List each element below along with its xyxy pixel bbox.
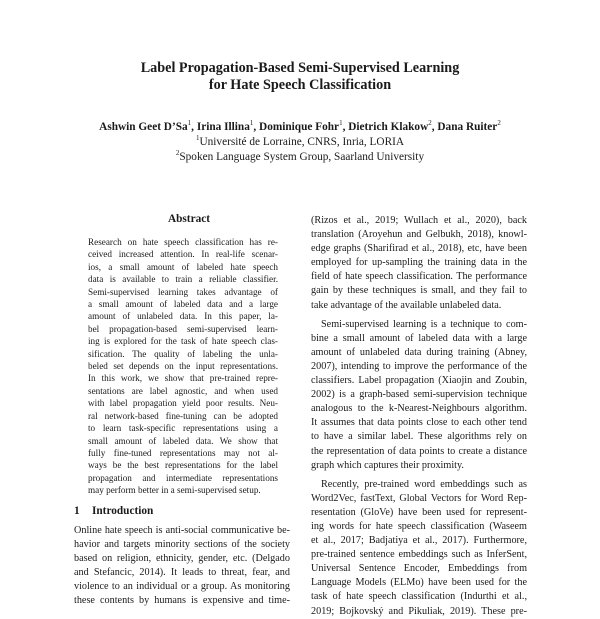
affiliation-1-number: 1: [195, 134, 200, 143]
text-line: (Rizos et al., 2019; Wullach et al., 2020), back: [311, 215, 527, 226]
text-line: 2007), intending to improve the performance of the: [311, 360, 527, 372]
text-line: bel propagation-based semi-supervised learn-: [88, 323, 278, 334]
paper-title: [0, 60, 600, 94]
text-line: havior and targets minority sections of the society: [74, 538, 290, 550]
text-line: gain by these techniques is small, and they fail to: [311, 285, 527, 297]
text-line: ios, a small amount of labeled hate speech: [88, 261, 278, 272]
author-separator: ,: [191, 121, 197, 133]
text-line: ing words for hate speech classification (Waseem: [311, 520, 527, 532]
author-affiliation-mark: 2: [428, 119, 432, 128]
paragraph-1: [311, 214, 527, 313]
text-line: beled set depends on the input representations.: [88, 361, 278, 372]
text-line: Universal Sentence Encoder, Embeddings from: [311, 563, 527, 575]
text-line: the representation of data points to create a distance: [311, 445, 527, 457]
text-line: take advantage of the available unlabeled data.: [311, 299, 502, 311]
affiliation-2: [0, 150, 600, 165]
text-line: violence to an individual or a group. As monitoring: [74, 580, 290, 592]
author-block: [0, 120, 600, 165]
text-line: small amount of labeled data. We show that: [88, 435, 278, 446]
author-separator: ,: [342, 121, 349, 133]
text-line: Research on hate speech classification has re-: [88, 237, 278, 247]
text-line: ceived increased attention. In real-life scenar-: [88, 249, 278, 260]
section-heading-introduction: [74, 504, 290, 518]
author-name: Irina Illina: [196, 121, 250, 133]
affiliation-1: [0, 135, 600, 150]
author-separator: ,: [431, 121, 438, 133]
author-name: Ashwin Geet D’Sa: [99, 121, 188, 133]
text-line: with label propagation yield poor results. Neu-: [88, 398, 278, 409]
text-line: propagation and intermediate representations: [88, 472, 278, 483]
text-line: a small amount of labeled data and a large: [88, 299, 278, 310]
text-line: Semi-supervised learning is a technique to com-: [321, 318, 527, 330]
author-name: Dietrich Klakow: [348, 121, 429, 133]
affiliation-2-text: Spoken Language System Group, Saarland University: [179, 151, 425, 163]
text-line: pre-trained sentence embeddings such as InferSent,: [311, 549, 527, 561]
text-line: to learn task-specific representations using a: [88, 423, 278, 434]
text-line: graph which captures their proximity.: [311, 459, 464, 471]
text-line: ways be the best representations for the label: [88, 460, 278, 471]
section-number: 1: [74, 504, 80, 517]
paragraph-2: [311, 318, 527, 473]
text-line: based on religion, ethnicity, gender, etc. (Delgado: [74, 552, 290, 564]
left-column: [74, 212, 290, 608]
text-line: employed for up-sampling the training data in the: [311, 257, 527, 269]
text-line: 2002) is a graph-based semi-supervision technique: [311, 389, 527, 401]
introduction-text: [74, 524, 290, 609]
text-line: ing is explored for the task of hate speech clas-: [88, 336, 278, 347]
title-line-2: for Hate Speech Classification: [208, 77, 392, 93]
text-line: fully fine-tuned representations may not al-: [88, 447, 278, 458]
text-line: bine a small amount of labeled data with a large: [311, 332, 527, 344]
text-line: et al., 2017; Badjatiya et al., 2017). Furthermore,: [311, 535, 527, 547]
paragraph-3: [311, 478, 527, 619]
text-line: may perform better in a semi-supervised setup.: [88, 485, 261, 496]
text-line: these contents by humans is expensive and time-: [74, 595, 290, 606]
text-line: Semi-supervised learning takes advantage of: [88, 286, 278, 297]
text-line: classifiers. Label propagation (Xiaojin and Zoubin,: [311, 375, 527, 387]
text-line: In this work, we show that pre-trained repre-: [88, 373, 278, 384]
abstract-heading: Abstract: [167, 213, 211, 225]
text-line: and Stefancic, 2014). It leads to threat, fear, and: [74, 566, 290, 578]
title-line-1: Label Propagation-Based Semi-Supervised Learning: [140, 60, 460, 76]
author-affiliation-mark: 2: [497, 119, 501, 128]
author-affiliation-mark: 1: [339, 119, 343, 128]
text-line: sification. The quality of labeling the unla-: [88, 348, 278, 359]
text-line: It assumes that data points close to each other tend: [311, 417, 527, 429]
affiliation-1-text: Université de Lorraine, CNRS, Inria, LORIA: [199, 136, 405, 148]
text-line: field of hate speech classification. The performance: [311, 271, 527, 283]
text-line: Language Models (ELMo) have been used for the: [311, 577, 527, 589]
text-line: Word2Vec, fastText, Global Vectors for Word Rep-: [311, 492, 527, 504]
author-name: Dana Ruiter: [437, 121, 498, 133]
text-line: translation (Aroyehun and Gelbukh, 2018), knowl-: [311, 229, 527, 241]
author-affiliation-mark: 1: [249, 119, 254, 128]
text-line: edge graphs (Sharifirad et al., 2018), etc, have been: [311, 243, 527, 255]
text-line: Online hate speech is anti-social communicative be-: [74, 524, 290, 536]
text-line: to have a similar label. These algorithms rely on: [311, 431, 527, 443]
right-column: [311, 214, 527, 619]
text-line: analogous to the k-Nearest-Neighbours algorithm.: [311, 403, 527, 415]
text-line: amount of unlabeled data. In this paper, la-: [88, 311, 278, 322]
author-separator: ,: [253, 121, 260, 133]
text-line: resentation (GloVe) have been used for represent-: [311, 506, 527, 518]
author-list: [0, 120, 600, 135]
text-line: data is available to train a reliable classifier.: [88, 274, 278, 285]
text-line: ral network-based fine-tuning can be adopted: [88, 410, 278, 421]
affiliation-2-number: 2: [175, 149, 180, 158]
abstract-body: [88, 236, 278, 497]
text-line: 2019; Bojkovský and Pikuliak, 2019). These pre-: [311, 605, 527, 617]
author-name: Dominique Fohr: [259, 121, 340, 133]
text-line: amount of unlabeled data during training (Abney,: [311, 346, 527, 358]
section-title: Introduction: [92, 504, 154, 517]
text-line: Recently, pre-trained word embeddings such as: [321, 478, 527, 490]
text-line: task of hate speech classification (Indurthi et al.,: [311, 591, 527, 603]
text-line: sentations are label agnostic, and when used: [88, 385, 278, 396]
author-affiliation-mark: 1: [187, 119, 192, 128]
